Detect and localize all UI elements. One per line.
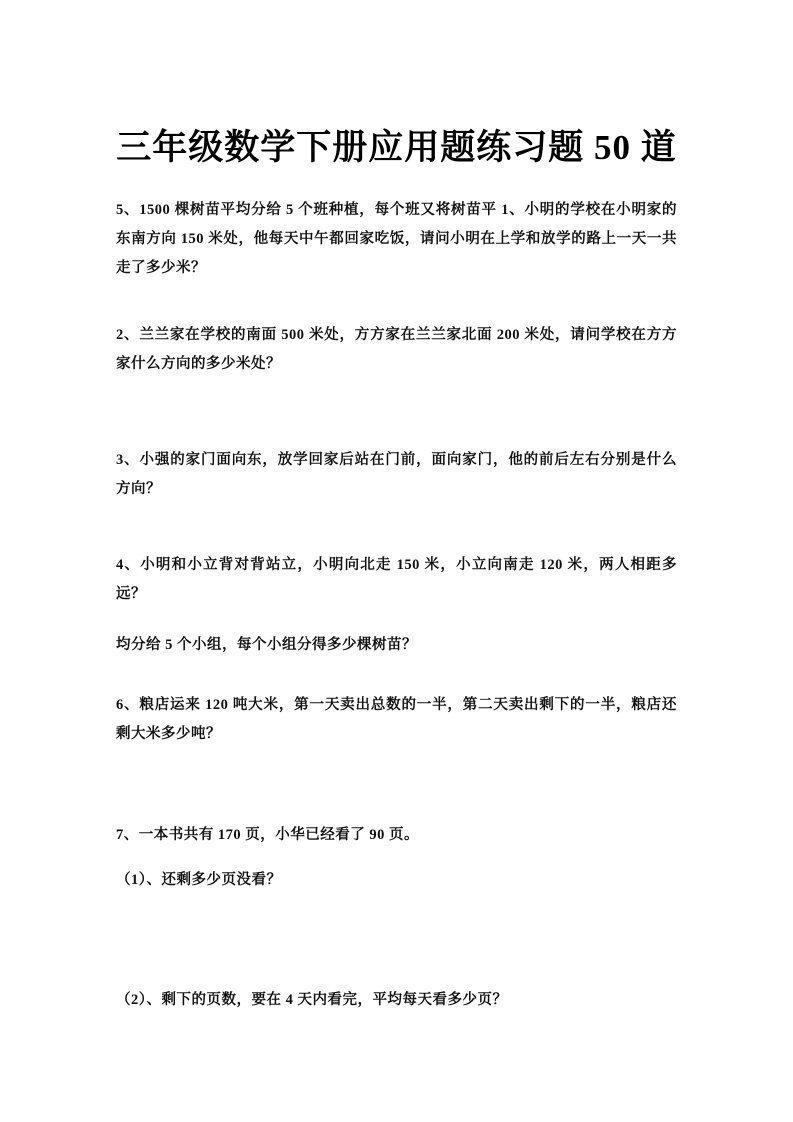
problem-text-2: 2、兰兰家在学校的南面 500 米处，方方家在兰兰家北面 200 米处，请问学校在方方家什么方向的多少米处？ [116,327,677,372]
problem-text-4: 4、小明和小立背对背站立，小明向北走 150 米，小立向南走 120 米，两人相距多远？ [116,557,677,602]
problem-text-7-sub-1: （1）、还剩多少页没看？ [116,872,282,888]
problem-text-fragment: 均分给 5 个小组，每个小组分得多少棵树苗？ [116,637,417,653]
problem-text-3: 3、小强的家门面向东，放学回家后站在门前，面向家门，他的前后左右分别是什么方向？ [116,452,677,497]
page-title: 三年级数学下册应用题练习题 50 道 [116,128,677,168]
problem-text-5-merged: 5、1500 棵树苗平均分给 5 个班种植，每个班又将树苗平 1、小明的学校在小明家的东南方向 150 米处，他每天中午都回家吃饭，请问小明在上学和放学的路上一天一共走了多少米？ [116,202,677,276]
problem-text-7: 7、一本书共有 170 页，小华已经看了 90 页。 [116,827,419,843]
problem-text-7-sub-2: （2）、剩下的页数，要在 4 天内看完，平均每天看多少页？ [116,992,508,1008]
problem-text-6: 6、粮店运来 120 吨大米，第一天卖出总数的一半，第二天卖出剩下的一半，粮店还剩大米多少吨？ [116,697,677,742]
